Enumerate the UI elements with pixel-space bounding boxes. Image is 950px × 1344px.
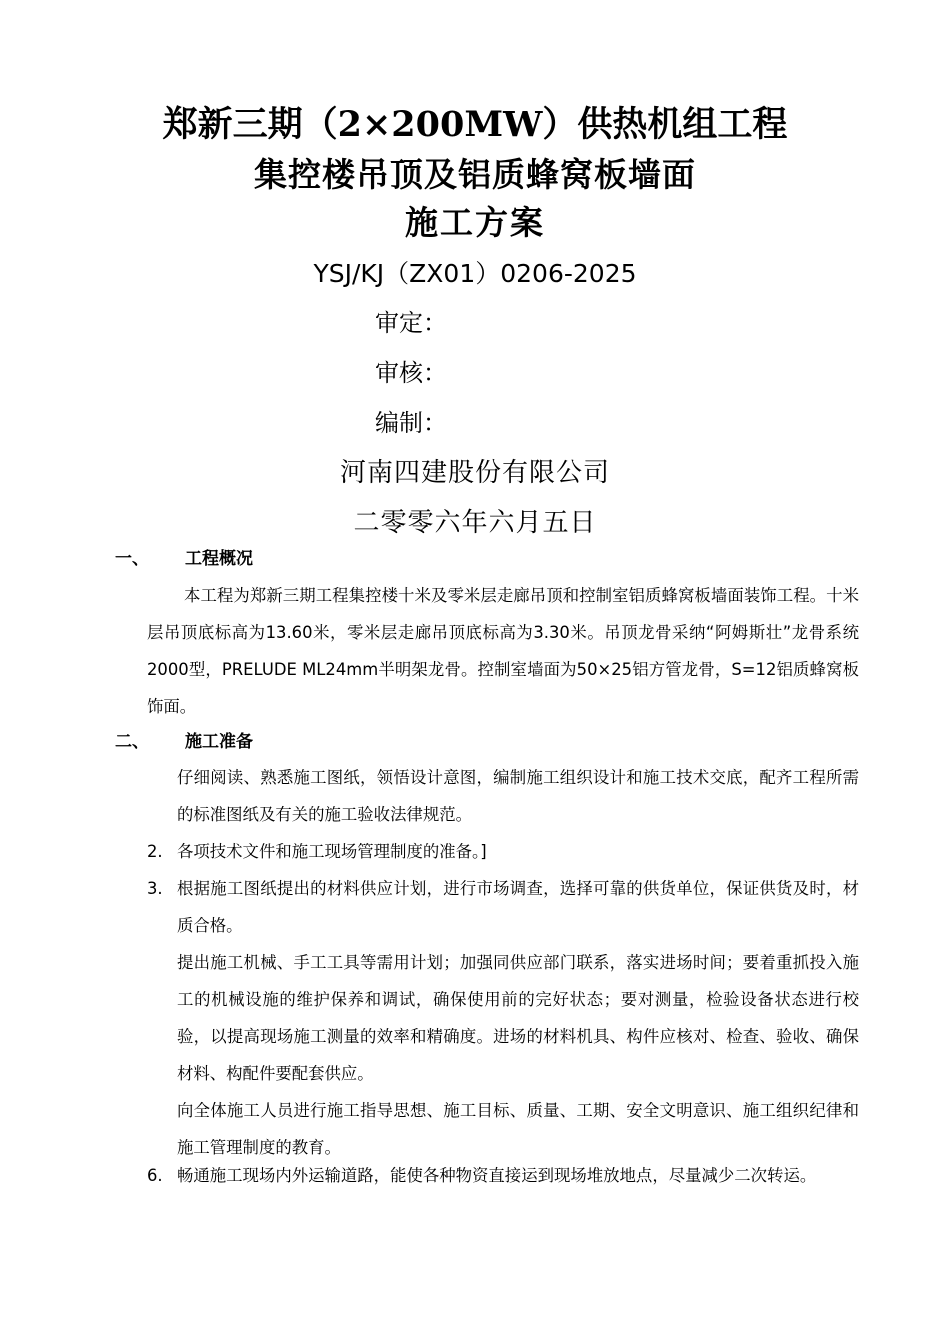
- list-item-number: 2.: [147, 842, 163, 861]
- list-item-text: 仔细阅读、熟悉施工图纸，领悟设计意图，编制施工组织设计和施工技术交底，配齐工程所需的标准图纸及有关的施工验收法律规范。: [177, 768, 859, 824]
- compiled-label: 编制：: [375, 409, 447, 437]
- section-title: 工程概况: [185, 549, 253, 569]
- list-item: [147, 870, 859, 944]
- document-title-line3: 施工方案: [405, 203, 545, 242]
- overview-paragraph: 本工程为郑新三期工程集控楼十米及零米层走廊吊顶和控制室铝质蜂窝板墙面装饰工程。十米层吊顶底标高为13.60米，零米层走廊吊顶底标高为3.30米。吊顶龙骨采纳“阿姆斯壮”龙骨系统2000型，PRELUDE ML24mm半明架龙骨。控制室墙面为50×25铝方管龙骨，S=12铝质蜂窝板饰面。: [147, 586, 859, 716]
- list-item: [147, 1092, 859, 1166]
- list-item-number: 3.: [147, 879, 163, 898]
- document-title-line2: 集控楼吊顶及铝质蜂窝板墙面: [254, 155, 696, 194]
- list-item-text: 畅通施工现场内外运输道路，能使各种物资直接运到现场堆放地点，尽量减少二次转运。: [177, 1166, 817, 1185]
- list-item: [147, 944, 859, 1092]
- list-item: [147, 1157, 859, 1194]
- reviewed-label: 审核：: [375, 359, 447, 387]
- list-item-number: 6.: [147, 1166, 163, 1185]
- list-item-text: 根据施工图纸提出的材料供应计划，进行市场调查，选择可靠的供货单位，保证供货及时，材质合格。: [177, 879, 859, 935]
- document-title-line1: 郑新三期（2×200MW）供热机组工程: [162, 104, 788, 145]
- section-number: 一、: [115, 549, 149, 569]
- document-number: YSJ/KJ（ZX01）0206-2025: [313, 259, 637, 288]
- list-item: [147, 759, 859, 833]
- company-name: 河南四建股份有限公司: [339, 458, 610, 488]
- section-title: 施工准备: [185, 732, 253, 752]
- document-date: 二零零六年六月五日: [353, 508, 597, 538]
- list-item-text: 各项技术文件和施工现场管理制度的准备。]: [177, 842, 487, 861]
- list-item-text: 向全体施工人员进行施工指导思想、施工目标、质量、工期、安全文明意识、施工组织纪律和施工管理制度的教育。: [177, 1101, 859, 1157]
- list-item: [147, 833, 859, 870]
- list-item-text: 提出施工机械、手工工具等需用计划；加强同供应部门联系，落实进场时间；要着重抓投入施工的机械设施的维护保养和调试，确保使用前的完好状态；要对测量，检验设备状态进行校验，以提高现场施工测量的效率和精确度。进场的材料机具、构件应核对、检查、验收、确保材料、构配件要配套供应。: [177, 953, 859, 1083]
- approved-label: 审定：: [375, 309, 447, 337]
- section-number: 二、: [115, 732, 149, 752]
